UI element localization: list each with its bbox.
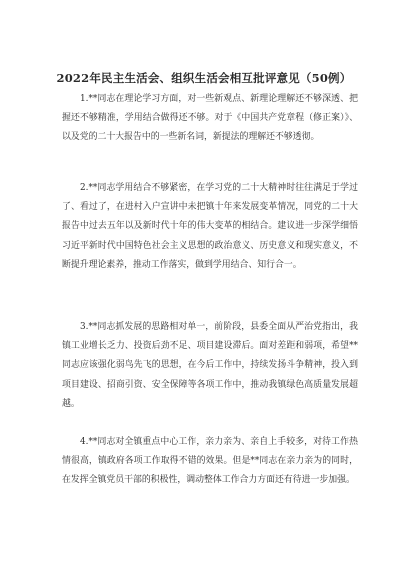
paragraph-3: 3.**同志抓发展的思路相对单一，前阶段，县委全面从严治党指出，我镇工业增长乏力、投资后劲不足、项目建设滞后。面对差距和弱项，希望**同志应该强化弱鸟先飞的思想，在今后工作中，持续发扬斗争精神，投入到项目建设、招商引资、安全保障等各项工作中，推动我镇绿色高质量发展超越。 [62,322,358,409]
document-title: 2022年民主生活会、组织生活会相互批评意见（50例） [56,71,352,85]
paragraph-2: 2.**同志学用结合不够紧密，在学习党的二十大精神时往往满足于学过了、看过了，在进村入户宣讲中未把镇十年来发展变革情况，同党的二十大报告中过去五年以及新时代十年的伟大变革的相结合。建议进一步深学细悟习近平新时代中国特色社会主义思想的政治意义、历史意义和现实意义，不断提升理论素养，推动工作落实，做到学用结合、知行合一。 [62,183,358,270]
paragraph-4: 4.**同志对全镇重点中心工作，亲力亲为、亲自上手较多，对待工作热情很高，镇政府各项工作取得不错的效果。但是**同志在亲力亲为的同时，在发挥全镇党员干部的积极性，调动整体工作合力方面还有待进一步加强。 [62,437,358,486]
paragraph-1: 1.**同志在理论学习方面，对一些新观点、新理论理解还不够深透、把握还不够精准，学用结合做得还不够。对于《中国共产党章程（修正案）》、以及党的二十大报告中的一些新名词，新提法的理解还不够透彻。 [62,94,358,143]
